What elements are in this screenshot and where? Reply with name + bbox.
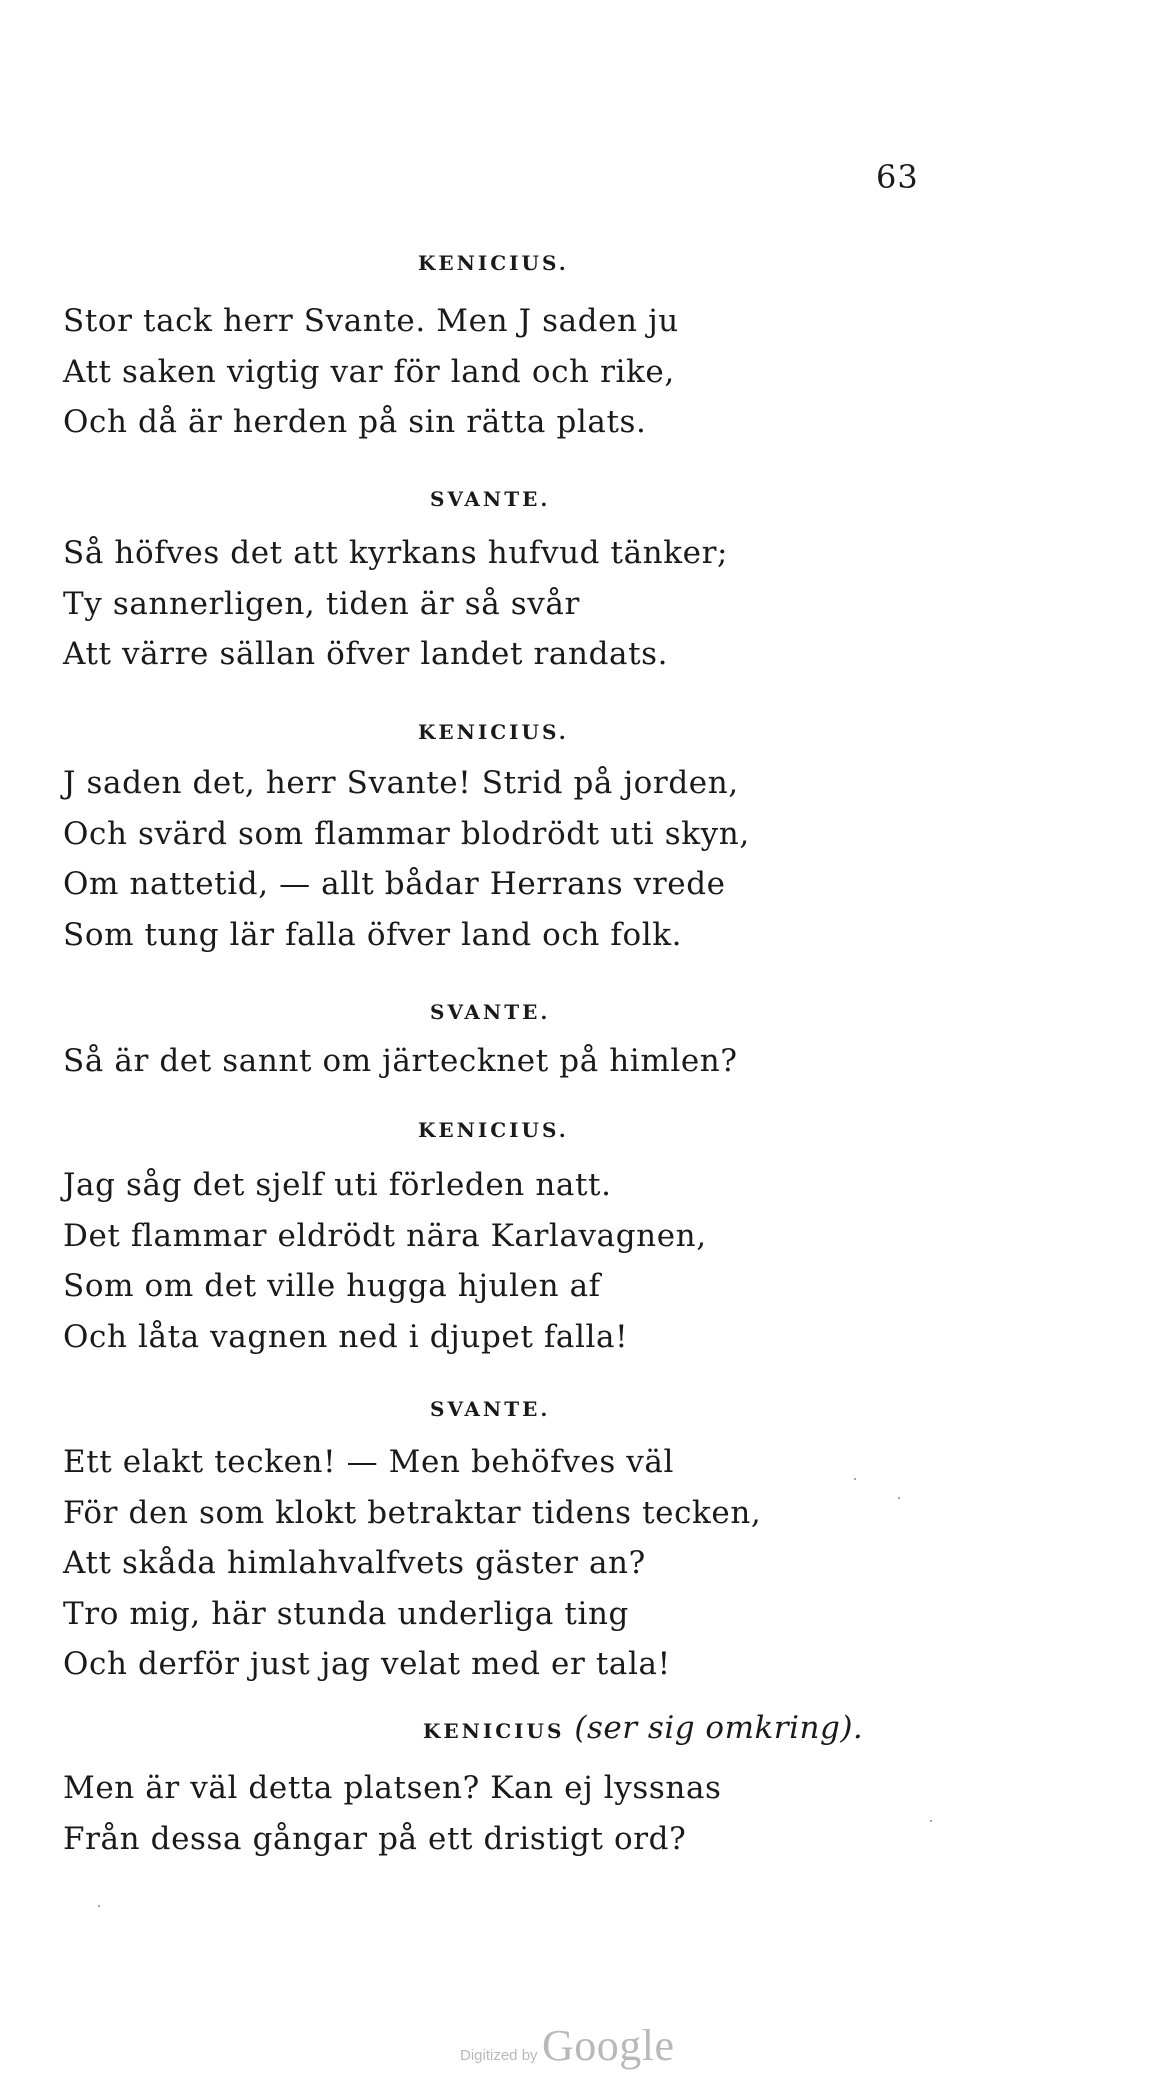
verse-line: Att skåda himlahvalfvets gäster an? (63, 1545, 646, 1581)
verse-block (63, 758, 750, 960)
verse-line: Men är väl detta platsen? Kan ej lyssnas (63, 1770, 722, 1806)
verse-line: Om nattetid, — allt bådar Herrans vrede (63, 866, 726, 902)
verse-line: Och då är herden på sin rätta plats. (63, 404, 647, 440)
verse-line: För den som klokt betraktar tidens tecken, (63, 1494, 762, 1531)
speaker-label: KENICIUS (423, 1719, 565, 1743)
print-speck (854, 1478, 856, 1480)
speaker-label: SVANTE. (430, 1397, 551, 1421)
verse-line: J saden det, herr Svante! Strid på jorden, (63, 765, 739, 801)
verse-line: Stor tack herr Svante. Men J saden ju (63, 303, 679, 339)
speaker-label: SVANTE. (430, 487, 551, 511)
verse-line: Ett elakt tecken! — Men behöfves väl (63, 1444, 674, 1480)
watermark-prefix: Digitized by (460, 2047, 538, 2064)
digitized-by-watermark (460, 2020, 675, 2071)
speaker-label: SVANTE. (430, 1000, 551, 1024)
verse-line: Det flammar eldrödt nära Karlavagnen, (63, 1217, 707, 1254)
verse-line: Som om det ville hugga hjulen af (63, 1268, 601, 1304)
stage-direction: (ser sig omkring). (574, 1710, 864, 1746)
verse-line: Tro mig, här stunda underliga ting (63, 1595, 630, 1632)
speaker-kenicius (418, 720, 569, 744)
print-speck (98, 1905, 100, 1907)
speaker-svante (430, 1397, 550, 1421)
verse-line: Och svärd som flammar blodrödt uti skyn, (63, 815, 750, 852)
speaker-svante (430, 1000, 550, 1024)
print-speck (930, 1820, 932, 1822)
speaker-kenicius (418, 251, 569, 275)
verse-line: Så är det sannt om järtecknet på himlen? (63, 1043, 738, 1079)
speaker-kenicius (418, 1118, 569, 1142)
page-number: 63 (876, 158, 919, 196)
verse-block (63, 1160, 707, 1362)
verse-line: Och låta vagnen ned i djupet falla! (63, 1318, 629, 1355)
speaker-label: KENICIUS. (418, 720, 569, 744)
verse-line: Så höfves det att kyrkans hufvud tänker; (63, 535, 729, 571)
verse-line: Att saken vigtig var för land och rike, (63, 353, 675, 390)
print-speck (898, 1497, 900, 1499)
speaker-svante (430, 487, 550, 511)
verse-block (63, 1763, 722, 1864)
verse-line: Att värre sällan öfver landet randats. (63, 636, 669, 672)
verse-block (63, 296, 679, 448)
speaker-kenicius-with-direction (423, 1710, 863, 1746)
verse-block (63, 1437, 761, 1690)
verse-line: Från dessa gångar på ett dristigt ord? (63, 1820, 687, 1857)
speaker-label: KENICIUS. (418, 1118, 569, 1142)
verse-block (63, 1036, 738, 1087)
verse-line: Ty sannerligen, tiden är så svår (63, 585, 580, 622)
verse-line: Jag såg det sjelf uti förleden natt. (63, 1167, 612, 1203)
google-logo: Google (542, 2021, 675, 2070)
verse-block (63, 528, 728, 680)
verse-line: Och derför just jag velat med er tala! (63, 1646, 671, 1682)
speaker-label: KENICIUS. (418, 251, 569, 275)
verse-line: Som tung lär falla öfver land och folk. (63, 916, 683, 953)
